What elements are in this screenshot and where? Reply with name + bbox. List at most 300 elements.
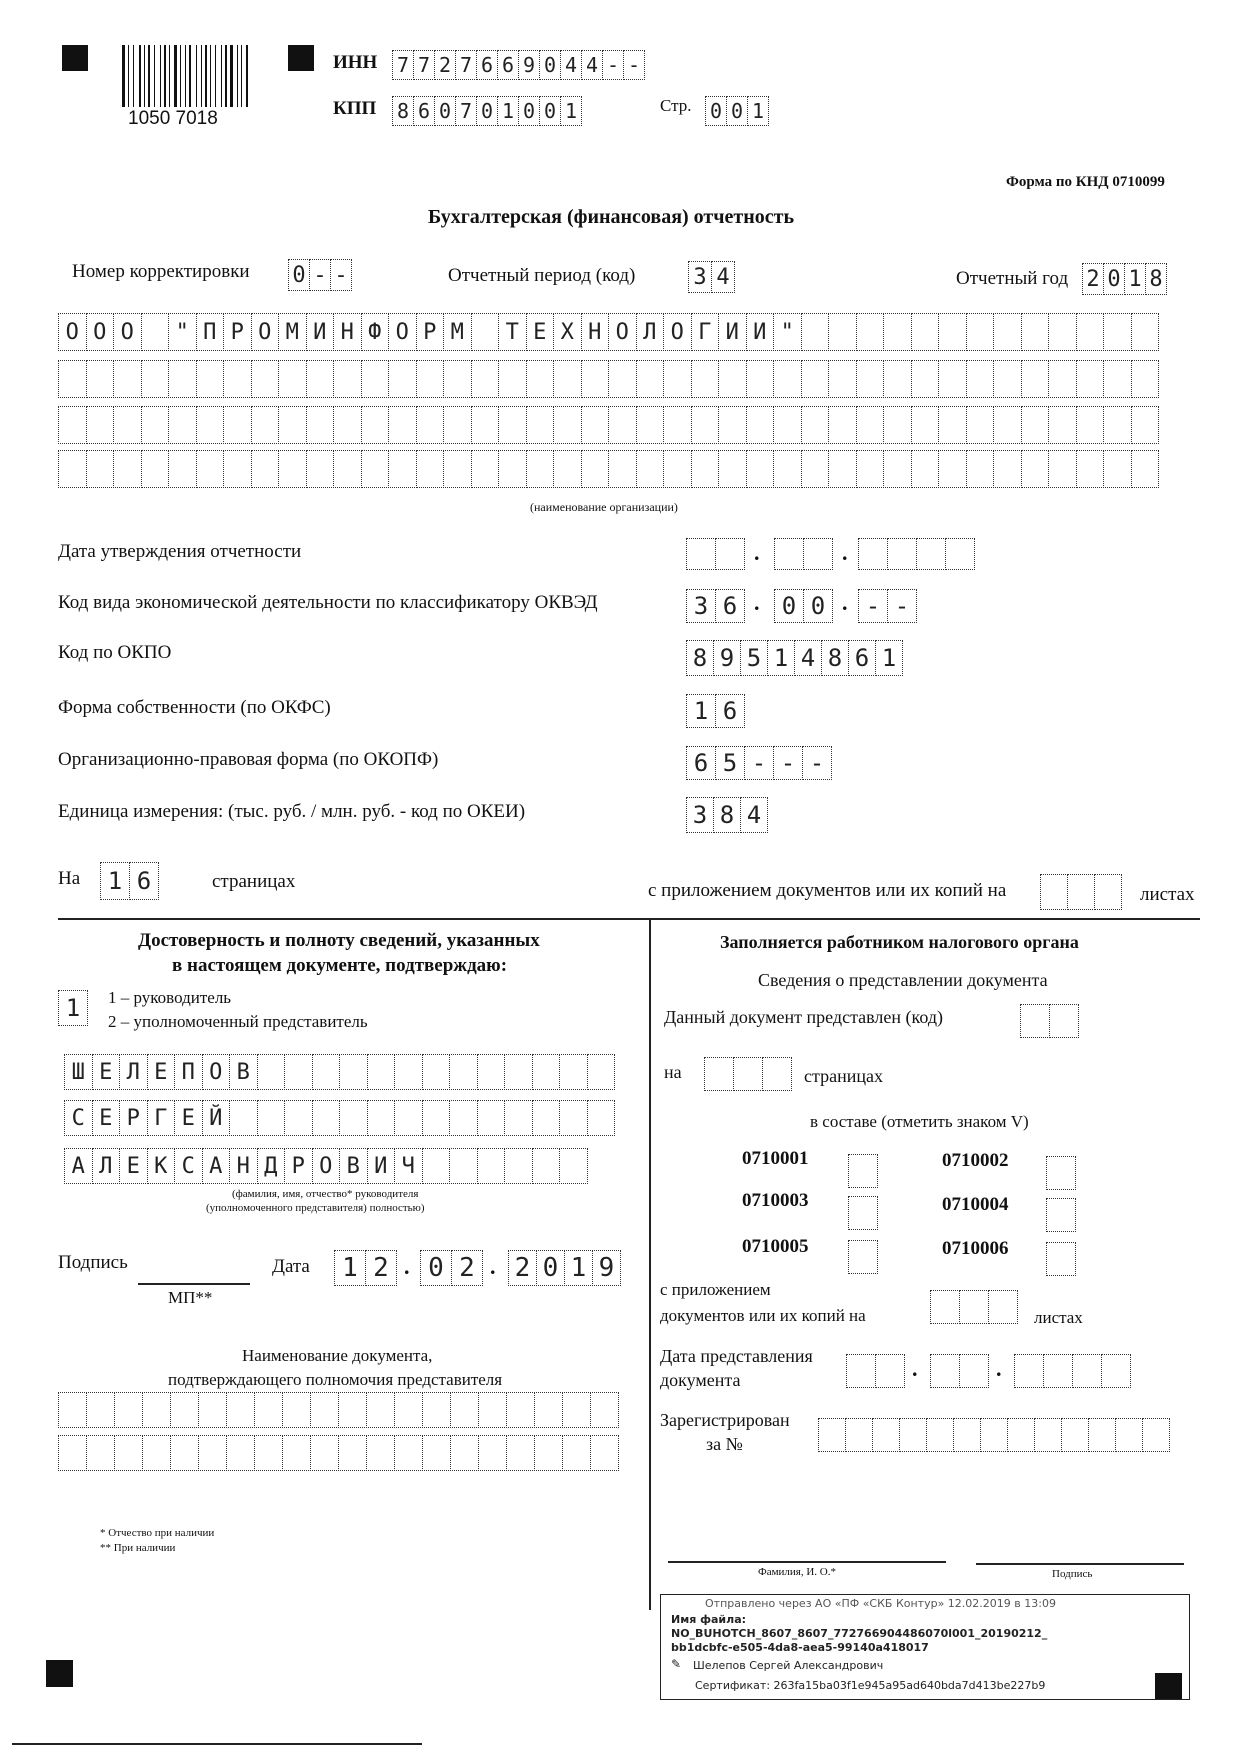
checkbox-0710001[interactable] <box>848 1154 877 1188</box>
stamp-filename: NO_BUHOTCH_8607_8607_772766904486070l001_20190212_ <box>671 1627 1048 1640</box>
registration-cell <box>1007 1418 1035 1452</box>
org-name-cell <box>141 450 170 488</box>
checkbox-cell[interactable] <box>1046 1242 1076 1276</box>
sign-date-cell: 2 <box>451 1250 483 1286</box>
org-name-cell <box>663 450 692 488</box>
org-name-cell <box>498 450 527 488</box>
okpo-cell: 9 <box>713 640 741 676</box>
org-name-cell <box>58 406 87 444</box>
doc-name-cell <box>590 1435 619 1471</box>
org-name-cell <box>388 406 417 444</box>
barcode-number: 1050 7018 <box>128 108 218 129</box>
sign-date-year <box>508 1250 620 1286</box>
doc-name-cell <box>198 1435 227 1471</box>
sheets-label: листах <box>1140 884 1195 905</box>
org-name-cell <box>993 450 1022 488</box>
org-name-cell <box>306 406 335 444</box>
doc-name-cell <box>282 1392 311 1428</box>
approval-date-label: Дата утверждения отчетности <box>58 541 302 562</box>
sign-line <box>976 1563 1184 1565</box>
fio-cell <box>422 1148 451 1184</box>
doc-name-label-2: подтверждающего полномочия представителя <box>168 1370 503 1389</box>
org-name-cell <box>828 450 857 488</box>
org-name-cell: М <box>278 313 307 351</box>
pages-cell: 6 <box>129 862 159 900</box>
tax-attach-label-1: с приложением <box>660 1280 771 1299</box>
footnote-2: ** При наличии <box>100 1542 176 1554</box>
kpp-cells <box>392 96 581 126</box>
doc-name-cell <box>394 1435 423 1471</box>
doc-name-cell <box>366 1435 395 1471</box>
org-name-cell: Х <box>553 313 582 351</box>
org-name-cell <box>526 406 555 444</box>
org-name-cell <box>223 406 252 444</box>
fio-cell <box>587 1054 616 1090</box>
org-name-cell: И <box>718 313 747 351</box>
fio-cell: В <box>339 1148 368 1184</box>
code-0710006: 0710006 <box>942 1238 1009 1259</box>
org-name-cell <box>471 406 500 444</box>
doc-name-cell <box>170 1392 199 1428</box>
org-name-cell <box>718 450 747 488</box>
org-name-cell <box>333 360 362 398</box>
org-name-cell: Ф <box>361 313 390 351</box>
corner-marker-top-left <box>62 45 88 71</box>
page-cell: 0 <box>705 96 727 126</box>
fio-cell <box>284 1100 313 1136</box>
year-cell: 8 <box>1145 263 1167 295</box>
org-name-cell <box>1076 360 1105 398</box>
fio-cell <box>312 1054 341 1090</box>
stamp-sent-line: Отправлено через АО «ПФ «СКБ Контур» 12.02.2019 в 13:09 <box>705 1597 1056 1610</box>
org-name-cell <box>278 360 307 398</box>
org-name-cell: " <box>168 313 197 351</box>
doc-name-cell <box>58 1435 87 1471</box>
org-name-cell <box>746 450 775 488</box>
date-separator: . <box>842 540 848 565</box>
org-name-cell <box>333 406 362 444</box>
registration-cell <box>953 1418 981 1452</box>
org-name-cell <box>883 450 912 488</box>
code-0710004: 0710004 <box>942 1194 1009 1215</box>
barcode-bar <box>128 45 129 107</box>
kpp-cell: 0 <box>476 96 498 126</box>
org-name-cell: Н <box>333 313 362 351</box>
inn-cell: 9 <box>518 50 540 80</box>
fio-cell <box>449 1100 478 1136</box>
org-name-cell <box>361 406 390 444</box>
pages-cell <box>762 1057 792 1091</box>
doc-name-label-1: Наименование документа, <box>242 1346 433 1365</box>
org-name-cell <box>1103 313 1132 351</box>
doc-name-cell <box>198 1392 227 1428</box>
checkbox-0710005[interactable] <box>848 1240 877 1274</box>
date-cell <box>887 538 917 570</box>
doc-name-cell <box>142 1435 171 1471</box>
org-name-cell <box>608 406 637 444</box>
fio-cell: Е <box>92 1054 121 1090</box>
date-separator: . <box>490 1254 496 1279</box>
org-name-cell: О <box>663 313 692 351</box>
org-name-cell: Н <box>581 313 610 351</box>
fio-cell: О <box>202 1054 231 1090</box>
date-cell <box>715 538 745 570</box>
date-separator: . <box>754 540 760 565</box>
fio-cell <box>532 1148 561 1184</box>
checkbox-cell[interactable] <box>1046 1198 1076 1232</box>
tax-subheading: Сведения о представлении документа <box>758 970 1048 990</box>
org-name-cell <box>141 406 170 444</box>
fio-caption-1: (фамилия, имя, отчество* руководителя <box>232 1188 419 1200</box>
org-name-cell <box>278 406 307 444</box>
org-name-cell <box>86 360 115 398</box>
tax-sign-caption: Подпись <box>1052 1568 1093 1580</box>
org-name-cell <box>636 360 665 398</box>
date-cell <box>916 538 946 570</box>
org-name-cell <box>801 450 830 488</box>
pages-cell: 1 <box>100 862 130 900</box>
attach-sheets-cells <box>1040 874 1121 910</box>
date-cell <box>945 538 975 570</box>
org-name-cell: Г <box>691 313 720 351</box>
org-name-cell <box>911 406 940 444</box>
confirm-heading-2: в настоящем документе, подтверждаю: <box>172 955 508 976</box>
sign-date-cell: 0 <box>420 1250 452 1286</box>
fio-cell <box>477 1100 506 1136</box>
inn-label: ИНН <box>333 52 378 73</box>
org-name-cell <box>251 450 280 488</box>
fio-cell: Л <box>119 1054 148 1090</box>
fio-cell <box>532 1054 561 1090</box>
okved-cell: - <box>887 589 917 623</box>
stamp-place-label: МП** <box>168 1288 213 1307</box>
fio-cell: Г <box>147 1100 176 1136</box>
org-name-cell: Р <box>416 313 445 351</box>
inn-cell: 2 <box>434 50 456 80</box>
inn-cell: - <box>623 50 645 80</box>
fio-cell: Й <box>202 1100 231 1136</box>
okved-label: Код вида экономической деятельности по классификатору ОКВЭД <box>58 592 598 613</box>
fio-cell <box>284 1054 313 1090</box>
barcode-bar <box>215 45 216 107</box>
period-cell: 3 <box>688 261 712 293</box>
correction-cell: - <box>330 259 352 291</box>
fio-caption-2: (уполномоченного представителя) полностью) <box>206 1202 425 1214</box>
fio-line <box>668 1561 946 1563</box>
fio-cell <box>422 1054 451 1090</box>
org-name-cell <box>773 406 802 444</box>
name-cells <box>64 1100 614 1136</box>
checkbox-cell[interactable] <box>1046 1156 1076 1190</box>
registration-cell <box>926 1418 954 1452</box>
org-name-cell <box>966 313 995 351</box>
date-cell <box>1043 1354 1073 1388</box>
tax-attach-cells <box>930 1290 1017 1324</box>
okved-cell: 3 <box>686 589 716 623</box>
kpp-cell: 0 <box>539 96 561 126</box>
registration-cell <box>845 1418 873 1452</box>
org-name-cell <box>691 450 720 488</box>
date-cell <box>1101 1354 1131 1388</box>
correction-label: Номер корректировки <box>72 261 250 282</box>
presented-label: Данный документ представлен (код) <box>664 1007 943 1027</box>
doc-name-cell <box>534 1392 563 1428</box>
org-name-cell <box>443 360 472 398</box>
tax-pages-cells <box>704 1057 791 1091</box>
date-cell <box>803 538 833 570</box>
org-name-cell <box>168 360 197 398</box>
fio-cell <box>339 1100 368 1136</box>
okei-cell: 8 <box>713 797 741 833</box>
okpo-cell: 8 <box>821 640 849 676</box>
fio-cell <box>312 1100 341 1136</box>
org-name-cell <box>1021 313 1050 351</box>
sign-date-cell: 2 <box>508 1250 537 1286</box>
org-name-caption: (наименование организации) <box>530 500 678 514</box>
org-name-cell <box>911 313 940 351</box>
org-name-cell <box>966 360 995 398</box>
barcode-bar <box>205 45 207 107</box>
org-name-row-1 <box>58 313 1158 351</box>
date-separator: . <box>912 1356 918 1381</box>
org-name-cell <box>1021 450 1050 488</box>
fio-cell <box>422 1100 451 1136</box>
sign-date-cell: 0 <box>536 1250 565 1286</box>
registration-cell <box>1115 1418 1143 1452</box>
org-name-cell: Р <box>223 313 252 351</box>
org-name-cell <box>168 406 197 444</box>
fio-cell: П <box>174 1054 203 1090</box>
inn-cell: 6 <box>476 50 498 80</box>
inn-cells <box>392 50 644 80</box>
org-name-cell <box>938 450 967 488</box>
okved-separator: . <box>842 590 848 615</box>
date-cell <box>858 538 888 570</box>
org-name-cell <box>306 450 335 488</box>
org-name-row-2 <box>58 360 1158 398</box>
tax-sheets-label: листах <box>1034 1308 1083 1327</box>
org-name-cell: Л <box>636 313 665 351</box>
registration-number-cells <box>818 1418 1169 1452</box>
org-name-cell <box>471 313 500 351</box>
fio-cell: Р <box>284 1148 313 1184</box>
fio-cell: Ш <box>64 1054 93 1090</box>
org-name-cell: " <box>773 313 802 351</box>
registered-label-1: Зарегистрирован <box>660 1410 790 1430</box>
org-name-cell <box>773 360 802 398</box>
sheets-cell <box>988 1290 1018 1324</box>
period-cell: 4 <box>711 261 735 293</box>
doc-name-cell <box>338 1392 367 1428</box>
org-name-cell <box>746 406 775 444</box>
page-cell: 0 <box>726 96 748 126</box>
fio-cell <box>449 1148 478 1184</box>
submission-day-cells <box>846 1354 904 1388</box>
signature-label: Подпись <box>58 1252 128 1273</box>
org-name-cell <box>581 406 610 444</box>
checkbox-0710006[interactable] <box>1046 1242 1075 1276</box>
sign-date-cell: 2 <box>365 1250 397 1286</box>
registration-cell <box>980 1418 1008 1452</box>
kpp-cell: 0 <box>434 96 456 126</box>
presented-code-cells <box>1020 1004 1078 1038</box>
fio-cell: Р <box>119 1100 148 1136</box>
fio-cell <box>367 1100 396 1136</box>
kpp-cell: 0 <box>518 96 540 126</box>
org-name-cell <box>1048 406 1077 444</box>
date-separator: . <box>404 1254 410 1279</box>
okei-cell: 3 <box>686 797 714 833</box>
doc-name-cell <box>590 1392 619 1428</box>
sign-date-cell: 1 <box>564 1250 593 1286</box>
barcode-bar <box>164 45 166 107</box>
fio-cell: Л <box>92 1148 121 1184</box>
registration-cell <box>872 1418 900 1452</box>
org-name-cell <box>1131 313 1160 351</box>
footnote-1: * Отчество при наличии <box>100 1527 215 1539</box>
org-name-cell <box>663 360 692 398</box>
stamp-certificate: Сертификат: 263fa15ba03f1e945a95ad640bda7d413be227b9 <box>695 1679 1046 1692</box>
fio-cell: В <box>229 1054 258 1090</box>
registration-cell <box>1034 1418 1062 1452</box>
checkbox-cell[interactable] <box>848 1240 878 1274</box>
pages-on-label: На <box>58 868 81 889</box>
sheets-cell <box>1067 874 1095 910</box>
pages-count-cells <box>100 862 158 900</box>
org-name-cell <box>1048 450 1077 488</box>
org-name-cell: О <box>86 313 115 351</box>
page-cell: 1 <box>747 96 769 126</box>
org-name-cell <box>883 313 912 351</box>
registration-cell <box>1088 1418 1116 1452</box>
doc-name-row-1 <box>58 1392 618 1428</box>
fio-cell <box>257 1054 286 1090</box>
org-name-cell <box>361 360 390 398</box>
barcode-bar <box>241 45 242 107</box>
org-name-cell <box>828 360 857 398</box>
tax-heading: Заполняется работником налогового органа <box>720 932 1079 952</box>
date-cell <box>686 538 716 570</box>
org-name-cell <box>746 360 775 398</box>
barcode-bar <box>144 45 145 107</box>
fio-cell: И <box>367 1148 396 1184</box>
checkbox-0710002[interactable] <box>1046 1156 1075 1190</box>
doc-name-cell <box>422 1392 451 1428</box>
sign-date-day <box>334 1250 396 1286</box>
fio-cell: А <box>64 1148 93 1184</box>
barcode-bar <box>225 45 227 107</box>
date-cell <box>875 1354 905 1388</box>
org-name-cell <box>86 450 115 488</box>
signer-code-cell <box>58 990 87 1026</box>
fio-cell <box>477 1148 506 1184</box>
doc-name-cell <box>450 1435 479 1471</box>
org-name-cell: О <box>388 313 417 351</box>
kpp-cell: 8 <box>392 96 414 126</box>
okved-cell: 0 <box>774 589 804 623</box>
doc-name-row-2 <box>58 1435 618 1471</box>
org-name-cell <box>196 360 225 398</box>
fio-cell: Е <box>174 1100 203 1136</box>
code-cell <box>1049 1004 1079 1038</box>
okpo-cell: 1 <box>767 640 795 676</box>
org-name-cell <box>966 406 995 444</box>
barcode-bar <box>189 45 191 107</box>
submission-date-label-1: Дата представления <box>660 1346 813 1366</box>
checkbox-cell[interactable] <box>848 1154 878 1188</box>
date-cell <box>1072 1354 1102 1388</box>
org-name-cell <box>58 450 87 488</box>
okopf-label: Организационно-правовая форма (по ОКОПФ) <box>58 749 439 770</box>
org-name-cell <box>1103 406 1132 444</box>
signer-code-cell: 1 <box>58 990 88 1026</box>
barcode-bar <box>122 45 125 107</box>
year-cell: 1 <box>1124 263 1146 295</box>
kpp-cell: 6 <box>413 96 435 126</box>
okfs-label: Форма собственности (по ОКФС) <box>58 697 331 718</box>
barcode-bar <box>180 45 181 107</box>
inn-cell: 4 <box>581 50 603 80</box>
kpp-cell: 1 <box>497 96 519 126</box>
code-cell <box>1020 1004 1050 1038</box>
org-name-cell <box>278 450 307 488</box>
doc-name-cell <box>394 1392 423 1428</box>
org-name-cell <box>1076 450 1105 488</box>
fio-cell: С <box>64 1100 93 1136</box>
barcode-bar <box>196 45 197 107</box>
checkbox-cell[interactable] <box>848 1196 878 1230</box>
org-name-cell <box>801 313 830 351</box>
period-label: Отчетный период (код) <box>448 265 636 286</box>
okved-cells-a <box>686 589 744 623</box>
org-name-cell <box>801 406 830 444</box>
org-name-cell <box>856 313 885 351</box>
date-separator: . <box>996 1356 1002 1381</box>
checkbox-0710003[interactable] <box>848 1196 877 1230</box>
fio-cell: Н <box>229 1148 258 1184</box>
registered-label-2: за № <box>706 1434 743 1454</box>
org-name-cell <box>691 406 720 444</box>
page-cells <box>705 96 768 126</box>
org-name-cell: О <box>113 313 142 351</box>
checkbox-0710004[interactable] <box>1046 1198 1075 1232</box>
org-name-cell <box>388 360 417 398</box>
period-cells <box>688 261 734 293</box>
fio-cell: А <box>202 1148 231 1184</box>
inn-cell: 6 <box>497 50 519 80</box>
tax-pages-on-label: на <box>664 1062 682 1082</box>
sign-date-month <box>420 1250 482 1286</box>
doc-name-cell <box>310 1435 339 1471</box>
signer-icon: ✎ <box>671 1657 682 1671</box>
code-0710003: 0710003 <box>742 1190 809 1211</box>
org-name-cell: Е <box>526 313 555 351</box>
date-cell <box>959 1354 989 1388</box>
org-name-cell <box>113 360 142 398</box>
pages-cell <box>704 1057 734 1091</box>
doc-name-cell <box>506 1435 535 1471</box>
barcode-bar <box>185 45 186 107</box>
org-name-cell <box>773 450 802 488</box>
sheets-cell <box>1094 874 1122 910</box>
barcode-bar <box>139 45 141 107</box>
org-name-cell <box>1076 313 1105 351</box>
doc-name-cell <box>226 1435 255 1471</box>
org-name-cell <box>113 450 142 488</box>
sign-date-cell: 1 <box>334 1250 366 1286</box>
doc-name-cell <box>506 1392 535 1428</box>
okved-separator: . <box>754 590 760 615</box>
